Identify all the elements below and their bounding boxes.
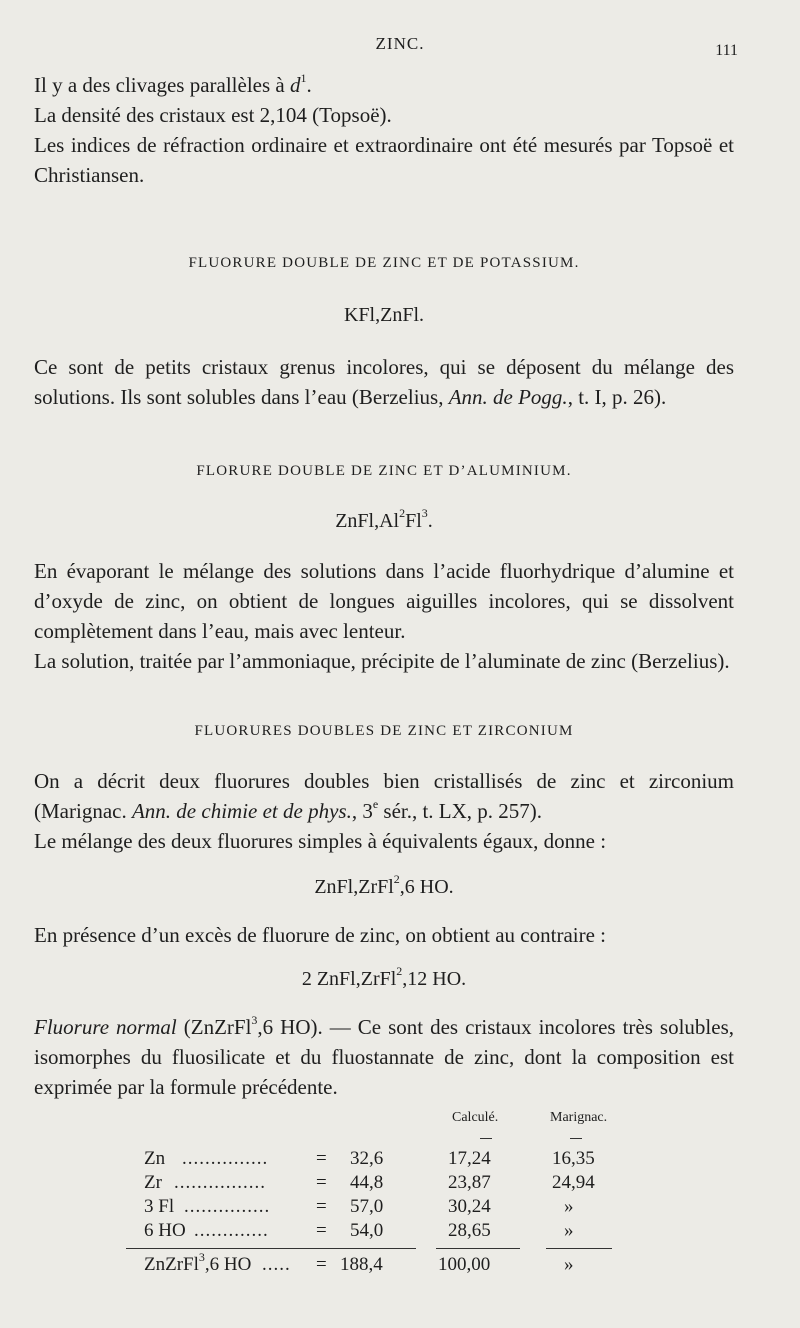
table-row: 3 Fl ............... = 57,0 30,24 » — [144, 1196, 574, 1217]
table-total-row: ZnZrFl$^3$,6 HO ..... = 188,4 100,00 » — [144, 1249, 574, 1275]
heading-zinc-aluminium: FLORURE DOUBLE DE ZINC ET D’ALUMINIUM. — [196, 463, 572, 479]
formula-znfl-zrfl-6ho: ZnFl,ZrFl$^2$,6 HO. — [314, 872, 454, 898]
column-header-marignac: Marignac. — [550, 1110, 608, 1125]
running-title: ZINC. — [375, 34, 425, 53]
paragraph-zirconium-3: En présence d’un excès de fluorure de zinc, on obtient au contraire : — [34, 923, 607, 947]
sum-rule-calcule — [436, 1248, 520, 1249]
heading-zinc-zirconium: FLUORURES DOUBLES DE ZINC ET ZIRCONIUM — [194, 723, 574, 739]
formula-znfl-alfl: ZnFl,Al$^2$Fl$^3$. — [335, 506, 433, 532]
running-head — [0, 34, 800, 58]
paragraph-zirconium-1: On a décrit deux fluorures doubles bien cristallisés de zinc et zirconium (Marignac. Ann. de chimie et de phys., 3e sér., t. LX, p. 257). — [34, 769, 734, 823]
table-row: Zr ................ = 44,8 23,87 24,94 — [144, 1172, 595, 1193]
paragraph-refraction: Les indices de réfraction ordinaire et extraordinaire ont été mesurés par Topsoë et Christiansen. — [34, 133, 734, 187]
paragraph-aluminium-1: En évaporant le mélange des solutions dans l’acide fluorhydrique d’alumine et d’oxyde de zinc, on obtient de longues aiguilles incolores, qui se dissolvent complètement dans l’eau, mais avec lenteur. — [34, 559, 734, 643]
formula-2znfl-zrfl-12ho: 2 ZnFl,ZrFl$^2$,12 HO. — [301, 964, 467, 990]
page-number: 111 — [715, 42, 738, 59]
column-header-calcule: Calculé. — [452, 1110, 499, 1125]
heading-zinc-potassium: FLUORURE DOUBLE DE ZINC ET DE POTASSIUM. — [188, 255, 580, 271]
paragraph-potassium: Ce sont de petits cristaux grenus incolores, qui se déposent du mélange des solutions. Ils sont solubles dans l’eau (Berzelius, Ann. de Pogg., t. I, p. 26). — [34, 355, 734, 409]
paragraph-normal-fluoride: Fluorure normal (ZnZrFl$^3$,6 HO). — Ce sont des cristaux incolores très solubles, isomorphes du fluosilicate et du fluostannate de zinc, dont la composition est exprimée par la formule précédente. — [34, 1013, 734, 1099]
paragraph-zirconium-2: Le mélange des deux fluorures simples à équivalents égaux, donne : — [34, 829, 607, 853]
formula-kfl-znfl: KFl,ZnFl. — [343, 304, 425, 326]
sum-rule-marignac — [546, 1248, 612, 1249]
header-dash-marignac — [570, 1138, 582, 1139]
paragraph-density: La densité des cristaux est 2,104 (Topsoë). — [34, 103, 392, 127]
sum-rule — [126, 1248, 416, 1249]
table-row: Zn ............... = 32,6 17,24 16,35 — [144, 1148, 595, 1169]
paragraph-aluminium-2: La solution, traitée par l’ammoniaque, précipite de l’aluminate de zinc (Berzelius). — [34, 649, 730, 673]
header-dash-calcule — [480, 1138, 492, 1139]
body-text — [34, 70, 734, 1102]
table-row: 6 HO ............. = 54,0 28,65 » — [144, 1220, 574, 1241]
paragraph-cleavage: Il y a des clivages parallèles à $d^1$. — [34, 71, 312, 97]
